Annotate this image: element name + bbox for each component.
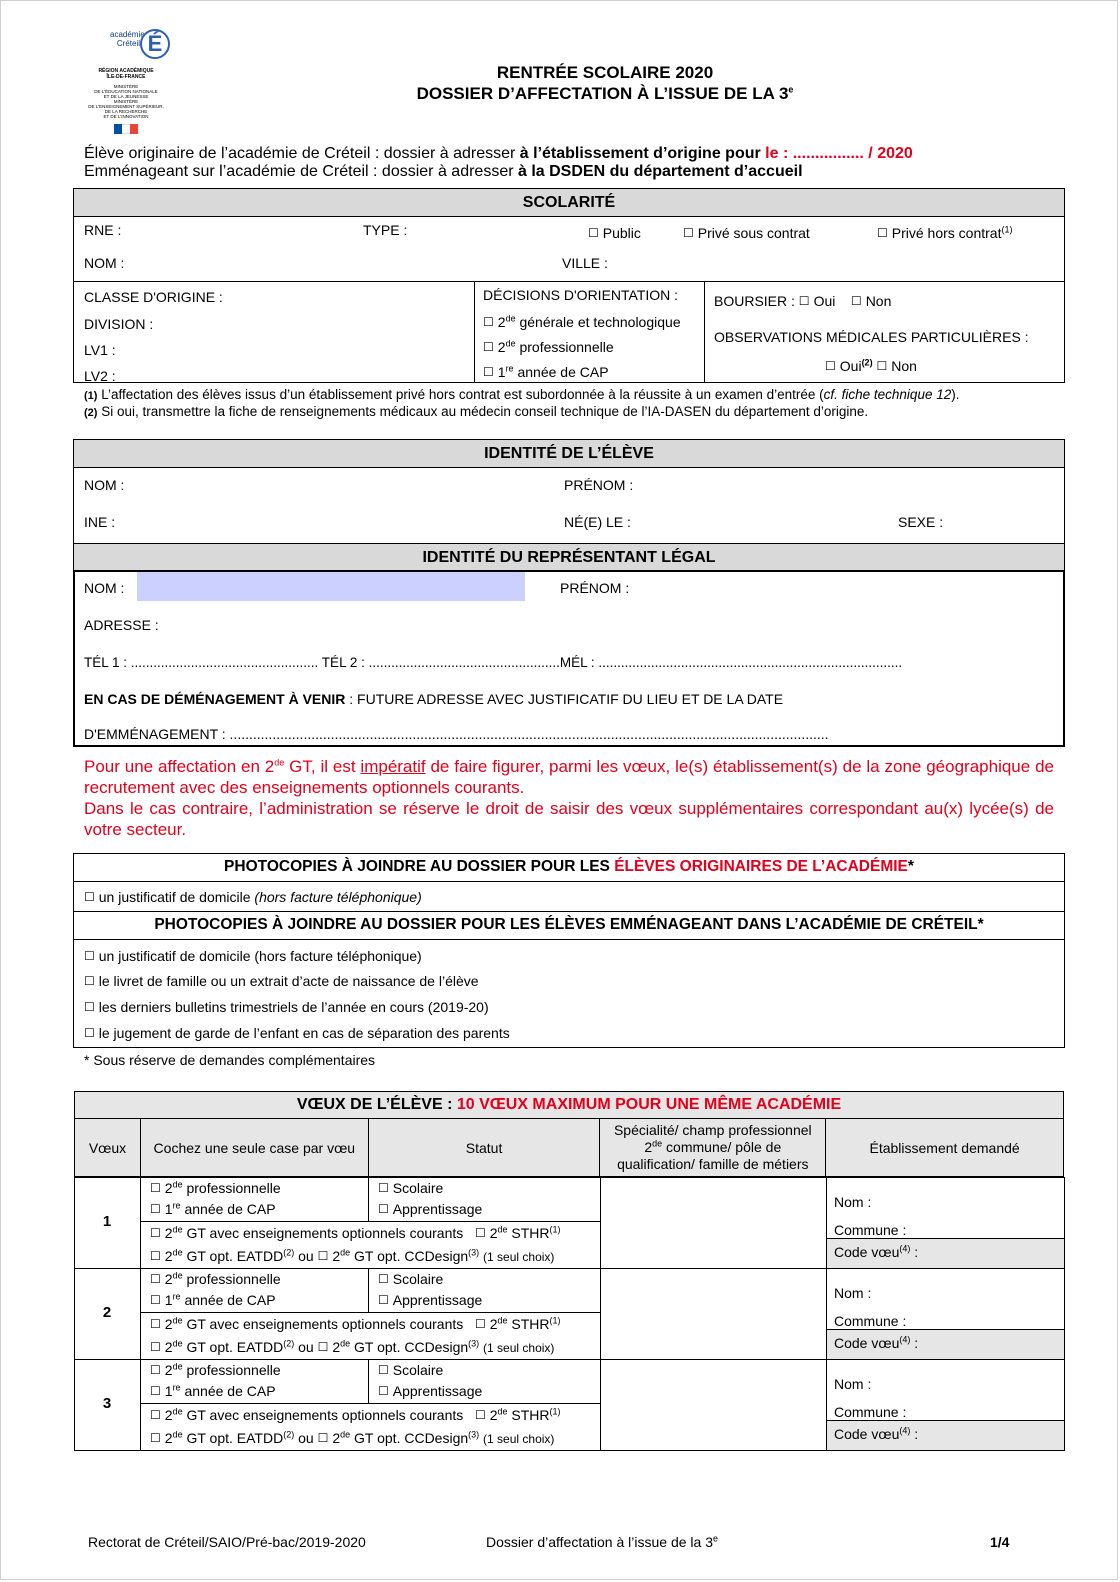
specialite-field[interactable] [601,1269,826,1359]
gt-courants-label: GT avec enseignements optionnels courants [186,1407,464,1423]
item1-b: (hors facture téléphonique) [254,889,422,905]
type-label: TYPE : [363,222,408,238]
checkbox-icon: ☐ [150,1272,161,1286]
ccdesign-label: GT opt. CCDesign [354,1248,469,1264]
etab-commune-label: Commune : [834,1404,907,1420]
col-voeux: Vœux [75,1119,141,1177]
code-voeu-label: Code vœu$^{(4)}$ : [834,1425,919,1442]
prive-hors-label: Privé hors contrat [891,225,1002,241]
decision-gt-checkbox[interactable]: ☐ 2de générale et technologique [483,313,681,330]
opt-pro-checkbox[interactable]: ☐ 2de professionnelle [150,1270,281,1287]
logo-ministries: MINISTÈRE DE L'ÉDUCATION NATIONALE ET DE LA JEUNESSE MINISTÈRE DE L'ENSEIGNEMENT SUPÉRIEUR, DE LA RECHERCHE ET DE L'INNOVATION [88,84,164,119]
type-public-checkbox[interactable] [588,225,641,241]
divider [140,1177,141,1268]
checkbox-icon: ☐ [483,365,494,379]
opt-pro-checkbox[interactable]: ☐ 2de professionnelle [150,1361,281,1378]
boursier-non-checkbox[interactable] [851,293,891,309]
checkbox-icon: ☐ [150,1249,161,1263]
opt-cap-label: année de CAP [184,1383,276,1399]
public-label: Public [602,225,641,241]
code-label: Code vœu [834,1244,900,1260]
checkbox-icon: ☐ [317,1431,329,1445]
intro-line-1 [84,145,913,163]
note2-num: (2) [84,407,98,419]
scolarite-header: SCOLARITÉ [73,188,1065,217]
checkbox-icon: ☐ [84,974,95,988]
checkbox-icon: ☐ [877,226,888,240]
opt-pro-label: professionnelle [186,1362,281,1378]
scolaire-label: Scolaire [392,1180,444,1196]
ccdesign-checkbox[interactable]: ☐ 2de GT opt. CCDesign$^{(3)}$ [317,1338,480,1355]
item2-text: le jugement de garde de l’enfant en cas de séparation des parents [98,1025,510,1041]
checkbox-icon: ☐ [474,1226,486,1240]
photo-title1-b: ÉLÈVES ORIGINAIRES DE L’ACADÉMIE [614,858,908,875]
rne-label: RNE : [84,222,122,238]
ou-label: ou [294,1430,318,1446]
divider [474,281,475,383]
opt-cap-checkbox[interactable]: ☐ 1re année de CAP [150,1382,276,1399]
etab-nom-label: Nom : [834,1285,872,1301]
checkbox-icon: ☐ [150,1363,161,1377]
logo-region: RÉGION ACADÉMIQUE ÎLE-DE-FRANCE [98,68,154,80]
dec2-label: professionnelle [519,339,614,355]
photo-title1-a: PHOTOCOPIES À JOINDRE AU DOSSIER POUR LES [224,858,615,875]
checkbox-icon: ☐ [876,359,888,373]
checkbox-icon: ☐ [150,1226,161,1240]
divider [368,1177,369,1221]
eatdd-label: GT opt. EATDD [186,1248,284,1264]
specialite-field[interactable] [601,1178,826,1268]
item2-text: les derniers bulletins trimestriels de l’année en cours (2019-20) [98,999,489,1015]
intro-deadline: le : ................ / 2020 [765,145,913,162]
obs-sup: (2) [861,357,873,368]
ou-label: ou [294,1339,318,1355]
voeux-title-b: 10 VŒUX MAXIMUM POUR UNE MÊME ACADÉMIE [456,1096,842,1113]
item2-text: un justificatif de domicile (hors facture téléphonique) [98,948,422,964]
apprentissage-label: Apprentissage [392,1383,483,1399]
gt-courants-label: GT avec enseignements optionnels courants [186,1316,464,1332]
checkbox-icon: ☐ [850,294,862,308]
checkbox-icon: ☐ [474,1317,486,1331]
sexe-label: SEXE : [898,514,944,530]
checkbox-icon: ☐ [798,294,810,308]
col-etablissement: Établissement demandé [826,1119,1064,1177]
checkbox-icon: ☐ [84,1026,95,1040]
col-statut: Statut [368,1119,600,1177]
checkbox-icon: ☐ [378,1202,389,1216]
checkbox-icon: ☐ [150,1340,161,1354]
divider [368,1359,369,1403]
ccdesign-checkbox[interactable]: ☐ 2de GT opt. CCDesign$^{(3)}$ [317,1429,480,1446]
sthr-label: STHR [511,1225,550,1241]
note2-text: Si oui, transmettre la fiche de renseignements médicaux au médecin conseil technique de l’IA-DASEN du département d’origine. [97,404,869,419]
gt-courants-label: GT avec enseignements optionnels courants [186,1225,464,1241]
ccdesign-label: GT opt. CCDesign [354,1430,469,1446]
checkbox-icon: ☐ [317,1340,329,1354]
sthr-checkbox[interactable]: ☐ 2de STHR$^{(1)}$ [474,1224,561,1241]
etab-commune-label: Commune : [834,1222,907,1238]
divider [73,939,1065,940]
warning-c: de faire figurer, parmi les vœux, le(s) établissement(s) de la zone géographique de recrutement avec des enseignements optionnels courants. [84,757,1054,797]
opt-pro-checkbox[interactable]: ☐ 2de professionnelle [150,1179,281,1196]
voeu-number: 2 [102,1304,112,1321]
footer-left: Rectorat de Créteil/SAIO/Pré-bac/2019-2020 [88,1534,366,1550]
gt-courants-checkbox[interactable]: ☐ 2de GT avec enseignements optionnels courants ☐ 2de STHR$^{(1)}$ [150,1315,561,1332]
obs-oui-checkbox[interactable] [825,358,873,374]
warning-a: Pour une affectation en 2 [84,757,275,776]
decision-cap-checkbox[interactable]: ☐ 1re année de CAP [483,363,609,380]
intro-line1-b: à l’établissement d’origine pour [519,145,766,162]
sthr-checkbox[interactable]: ☐ 2de STHR$^{(1)}$ [474,1406,561,1423]
note1-b: cf. fiche technique 12 [823,387,952,402]
classe-label: CLASSE D'ORIGINE : [84,289,223,305]
footer-center-text: Dossier d’affectation à l’issue de la 3 [486,1534,713,1550]
checkbox-icon: ☐ [474,1408,486,1422]
rep-nom-label: NOM : [84,580,125,596]
statut-apprentissage-checkbox[interactable] [378,1292,482,1308]
academie-logo [88,28,178,138]
ville-label: VILLE : [562,255,608,271]
prive-sous-label: Privé sous contrat [697,225,810,241]
divider [140,1359,141,1450]
gt-warning [84,756,1054,840]
note1-num: (1) [84,390,98,402]
checkbox-icon: ☐ [84,949,95,963]
gt-courants-checkbox[interactable]: ☐ 2de GT avec enseignements optionnels courants ☐ 2de STHR$^{(1)}$ [150,1406,561,1423]
photo-item-2-3[interactable] [84,999,489,1015]
scol-nom-label: NOM : [84,255,125,271]
apprentissage-label: Apprentissage [392,1292,483,1308]
voeux-header [75,1092,1064,1119]
code-label: Code vœu [834,1426,900,1442]
checkbox-icon: ☐ [683,226,694,240]
french-flag-icon [114,124,138,134]
gt-options-checkbox[interactable]: ☐ 2de GT opt. EATDD$^{(2)}$ ou ☐ 2de GT opt. CCDesign$^{(3)}$ (1 seul choix) [150,1338,555,1355]
un-seul-label: (1 seul choix) [483,1341,555,1355]
etab-nom-label: Nom : [834,1194,872,1210]
checkbox-icon: ☐ [150,1202,161,1216]
lv1-label: LV1 : [84,342,116,358]
tel-line: TÉL 1 : .................................................. TÉL 2 : ...................................................MÉL : ................................................................................. [84,655,903,670]
ou-label: ou [294,1248,318,1264]
photo-title1-c: * [907,858,914,875]
photo-item-2-2[interactable] [84,973,479,989]
title-dossier-text: DOSSIER D’AFFECTATION À L’ISSUE DE LA 3 [416,84,789,103]
col-cochez: Cochez une seule case par vœu [140,1119,368,1177]
divider [73,911,1065,912]
divider [73,281,1065,282]
opt-pro-label: professionnelle [186,1271,281,1287]
checkbox-icon: ☐ [84,890,95,904]
photocopies-title-1 [73,858,1065,876]
checkbox-icon: ☐ [483,340,494,354]
un-seul-label: (1 seul choix) [483,1432,555,1446]
checkbox-icon: ☐ [150,1431,161,1445]
intro-line2-b: à la DSDEN du département d’accueil [517,163,803,180]
voeux-title-a: VŒUX DE L’ÉLÈVE : [296,1096,457,1113]
code-voeu-label: Code vœu$^{(4)}$ : [834,1334,919,1351]
specialite-field[interactable] [601,1360,826,1450]
warning-sup: de [274,757,285,768]
etab-nom-label: Nom : [834,1376,872,1392]
statut-scolaire-checkbox[interactable] [378,1271,443,1287]
divider [140,1403,600,1404]
obs-choices [825,358,917,374]
apprentissage-label: Apprentissage [392,1201,483,1217]
rep-nom-field[interactable] [137,572,525,601]
type-prive-sous-checkbox[interactable] [683,225,810,241]
logo-e-letter: É [140,29,170,59]
checkbox-icon: ☐ [150,1384,161,1398]
photo-item-2-4[interactable] [84,1025,510,1041]
eleve-prenom-label: PRÉNOM : [564,477,634,493]
scolaire-label: Scolaire [392,1271,444,1287]
warning-b: GT, il est [284,757,361,776]
checkbox-icon: ☐ [150,1317,161,1331]
oui-label: Oui [839,358,862,374]
voeu-number: 3 [102,1395,112,1412]
footer-center [486,1534,718,1550]
item1-a: un justificatif de domicile [98,889,255,905]
warning-line2: Dans le cas contraire, l’administration se réserve le droit de saisir des vœux supplémentaires correspondant au(x) lycée(s) de votre secteur. [84,799,1054,839]
opt-cap-label: année de CAP [184,1292,276,1308]
photo-item-domicile[interactable] [84,889,422,905]
ccdesign-checkbox[interactable]: ☐ 2de GT opt. CCDesign$^{(3)}$ [317,1247,480,1264]
obs-label: OBSERVATIONS MÉDICALES PARTICULIÈRES : [714,329,1029,345]
dec1-label: générale et technologique [519,314,681,330]
boursier-oui-checkbox[interactable] [799,293,836,309]
intro-line2-a: Emménageant sur l’académie de Créteil : dossier à adresser [84,163,518,180]
photo-item-2-1[interactable] [84,948,422,964]
intro-line1-a: Élève originaire de l’académie de Créteil : dossier à adresser [84,145,520,162]
statut-apprentissage-checkbox[interactable] [378,1383,482,1399]
note1-c: ). [951,387,960,402]
photocopies-note: * Sous réserve de demandes complémentaires [84,1052,376,1068]
intro-line-2 [84,163,803,181]
scolaire-label: Scolaire [392,1362,444,1378]
opt-cap-checkbox[interactable]: ☐ 1re année de CAP [150,1291,276,1308]
checkbox-icon: ☐ [378,1293,389,1307]
footer-page-number: 1/4 [990,1534,1010,1550]
boursier-row [714,293,891,309]
statut-apprentissage-checkbox[interactable] [378,1201,482,1217]
title-rentree: RENTRÉE SCOLAIRE 2020 [496,63,714,82]
checkbox-icon: ☐ [483,315,494,329]
un-seul-label: (1 seul choix) [483,1250,555,1264]
ine-label: INE : [84,514,116,530]
photocopies-title-2: PHOTOCOPIES À JOINDRE AU DOSSIER POUR LES ÉLÈVES EMMÉNAGEANT DANS L’ACADÉMIE DE CRÉTEIL* [154,916,984,933]
non-label: Non [891,358,917,374]
checkbox-icon: ☐ [378,1384,389,1398]
prive-hors-sup: (1) [1001,224,1013,235]
decision-pro-checkbox[interactable]: ☐ 2de professionnelle [483,338,614,355]
gt-options-checkbox[interactable]: ☐ 2de GT opt. EATDD$^{(2)}$ ou ☐ 2de GT opt. CCDesign$^{(3)}$ (1 seul choix) [150,1247,555,1264]
checkbox-icon: ☐ [378,1363,389,1377]
divider [140,1312,600,1313]
sthr-checkbox[interactable]: ☐ 2de STHR$^{(1)}$ [474,1315,561,1332]
sthr-label: STHR [511,1316,550,1332]
col4-a: Spécialité/ champ professionnel [613,1122,812,1138]
opt-pro-label: professionnelle [186,1180,281,1196]
eatdd-label: GT opt. EATDD [186,1430,284,1446]
rep-prenom-label: PRÉNOM : [560,580,630,596]
warning-underlined: impératif [360,757,426,776]
checkbox-icon: ☐ [378,1272,389,1286]
gt-courants-checkbox[interactable]: ☐ 2de GT avec enseignements optionnels courants ☐ 2de STHR$^{(1)}$ [150,1224,561,1241]
obs-non-checkbox[interactable] [876,358,916,374]
footer-center-sup: e [712,1533,718,1544]
representant-header: IDENTITÉ DU REPRÉSENTANT LÉGAL [73,543,1065,572]
dec3-label: année de CAP [517,364,609,380]
statut-scolaire-checkbox[interactable] [378,1180,443,1196]
sthr-label: STHR [511,1407,550,1423]
note1-a: L’affectation des élèves issus d’un établissement privé hors contrat est subordonnée à la réussite à un examen d’entrée ( [97,387,824,402]
col4-b: commune/ pôle de qualification/ famille de métiers [617,1139,809,1172]
demenagement-line [84,691,783,707]
lv2-label: LV2 : [84,368,116,384]
statut-scolaire-checkbox[interactable] [378,1362,443,1378]
checkbox-icon: ☐ [150,1181,161,1195]
checkbox-icon: ☐ [150,1408,161,1422]
boursier-label: BOURSIER : [714,293,795,309]
checkbox-icon: ☐ [84,1000,95,1014]
title-dossier-sup: e [788,84,794,95]
ne-le-label: NÉ(E) LE : [564,514,631,530]
oui-label: Oui [813,293,836,309]
divider [368,1268,369,1312]
adresse-label: ADRESSE : [84,617,159,633]
opt-cap-checkbox[interactable]: ☐ 1re année de CAP [150,1200,276,1217]
etab-commune-label: Commune : [834,1313,907,1329]
col-specialite: Spécialité/ champ professionnel 2de commune/ pôle de qualification/ famille de métiers [600,1119,826,1177]
ccdesign-label: GT opt. CCDesign [354,1339,469,1355]
footnote-1 [84,387,1074,402]
non-label: Non [865,293,892,309]
checkbox-icon: ☐ [378,1181,389,1195]
divider [140,1221,600,1222]
emmenagement-line: D'EMMÉNAGEMENT : .......................................................................................................................................................... [84,726,829,742]
item2-text: le livret de famille ou un extrait d’acte de naissance de l’élève [98,973,479,989]
divider [140,1268,141,1359]
code-label: Code vœu [834,1335,900,1351]
opt-cap-label: année de CAP [184,1201,276,1217]
identite-eleve-header: IDENTITÉ DE L’ÉLÈVE [73,439,1065,468]
voeu-number: 1 [102,1213,112,1230]
footnote-2 [84,404,1074,419]
logo-academie-text: académie Créteil [110,30,145,48]
eatdd-label: GT opt. EATDD [186,1339,284,1355]
code-voeu-label: Code vœu$^{(4)}$ : [834,1243,919,1260]
gt-options-checkbox[interactable]: ☐ 2de GT opt. EATDD$^{(2)}$ ou ☐ 2de GT opt. CCDesign$^{(3)}$ (1 seul choix) [150,1429,555,1446]
demenagement-text: : FUTURE ADRESSE AVEC JUSTIFICATIF DU LIEU ET DE LA DATE [345,691,784,707]
divider [704,281,705,383]
checkbox-icon: ☐ [317,1249,329,1263]
eleve-nom-label: NOM : [84,477,125,493]
checkbox-icon: ☐ [588,226,599,240]
decisions-label: DÉCISIONS D'ORIENTATION : [483,287,679,303]
demenagement-bold: EN CAS DE DÉMÉNAGEMENT À VENIR [84,691,346,707]
title-dossier [0,84,1120,104]
division-label: DIVISION : [84,316,154,332]
type-prive-hors-checkbox[interactable] [877,225,1012,241]
divider [73,881,1065,882]
checkbox-icon: ☐ [150,1293,161,1307]
checkbox-icon: ☐ [825,359,836,373]
voeux-table [74,1091,1064,1177]
